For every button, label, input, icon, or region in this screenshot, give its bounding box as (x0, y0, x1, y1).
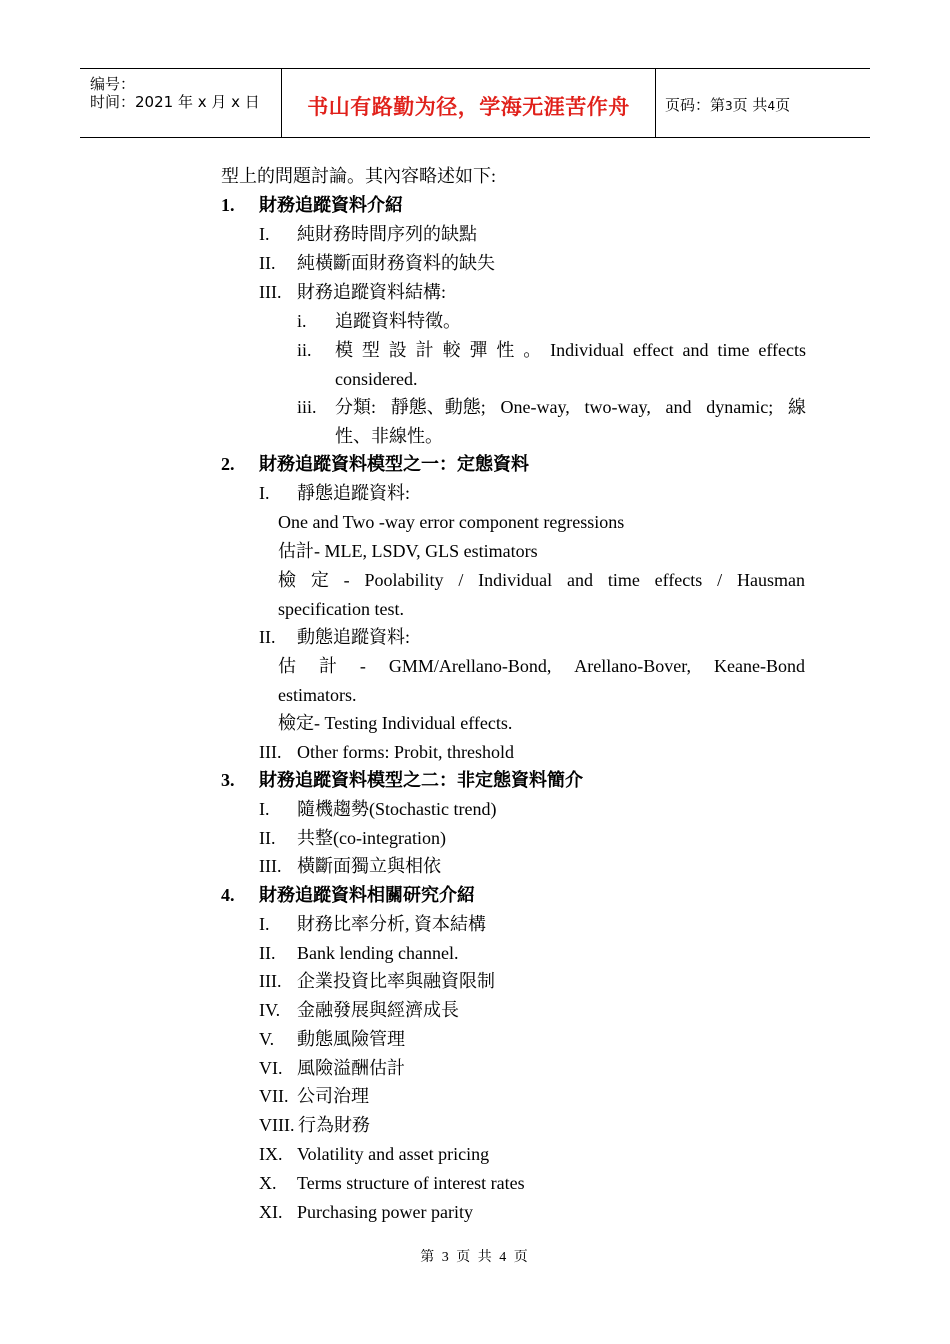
s3-item-1-marker: I. (259, 799, 270, 819)
s2-item-1-line-4: specification test. (278, 599, 404, 619)
s2-item-2: 動態追蹤資料: (297, 627, 411, 647)
word: / (458, 570, 464, 590)
word: 設 (388, 340, 407, 360)
section-4-number: 4. (221, 885, 235, 905)
s1-item-2-marker: II. (259, 253, 276, 273)
header-page-cell (655, 69, 870, 137)
word: two-way, (584, 397, 651, 417)
word: effects (758, 340, 806, 360)
section-2-title: 財務追蹤資料模型之一：定態資料 (259, 454, 529, 474)
section-3-title: 財務追蹤資料模型之二：非定態資料簡介 (259, 770, 583, 790)
s4-item: Terms structure of interest rates (297, 1173, 525, 1193)
s4-item-marker: VI. (259, 1058, 283, 1078)
section-1-title: 財務追蹤資料介紹 (259, 195, 403, 215)
s4-item-marker: VIII. (259, 1115, 295, 1135)
s4-item: 金融發展與經濟成長 (297, 1000, 459, 1020)
s2-item-2-line-3: 檢定- Testing Individual effects. (278, 713, 513, 733)
document-header (80, 68, 870, 138)
s4-item-marker: XI. (259, 1202, 283, 1222)
page-label-pre: 页码：第 (665, 96, 726, 114)
header-page-info (665, 94, 790, 115)
s4-item-marker: IX. (259, 1144, 283, 1164)
word: and (567, 570, 593, 590)
s4-item: 財務比率分析, 資本結構 (297, 914, 486, 934)
s4-item: 動態風險管理 (297, 1029, 405, 1049)
page-label-mid: 页 共 (732, 96, 768, 114)
section-3-number: 3. (221, 770, 235, 790)
s2-item-1: 靜態追蹤資料: (297, 483, 411, 503)
word: time (607, 570, 640, 590)
s1-item-1-marker: I. (259, 224, 270, 244)
s1-item-3: 財務追蹤資料結構: (297, 282, 447, 302)
s2-item-1-marker: I. (259, 483, 270, 503)
s4-item: Purchasing power parity (297, 1202, 473, 1222)
word: - (343, 570, 350, 590)
word: / (717, 570, 723, 590)
word: Poolability (364, 570, 444, 590)
s1-item-3-marker: III. (259, 282, 282, 302)
s3-item-2-marker: II. (259, 828, 276, 848)
word: Hausman (736, 570, 805, 590)
word: 計 (318, 656, 337, 676)
header-motto: 书山有路勤为径，学海无涯苦作舟 (307, 95, 630, 119)
word: 靜態、動態; (390, 397, 486, 417)
word: 檢 (278, 570, 296, 590)
s4-item: Bank lending channel. (297, 943, 459, 963)
s1-sub-c-line-1 (335, 396, 806, 418)
s1-sub-c-line-2: 性、非線性。 (335, 426, 443, 446)
s3-item-3-marker: III. (259, 856, 282, 876)
s1-sub-b-line-1 (335, 339, 806, 361)
s4-item: 企業投資比率與融資限制 (297, 971, 495, 991)
word: effects (654, 570, 703, 590)
word: time (717, 340, 750, 360)
word: effect (633, 340, 674, 360)
word: 定 (310, 570, 329, 590)
s2-item-2-line-2: estimators. (278, 685, 357, 705)
word: and (665, 397, 692, 417)
s1-sub-a: 追蹤資料特徵。 (335, 311, 461, 331)
word: Arellano-Bover, (574, 656, 692, 676)
s4-item-marker: III. (259, 971, 282, 991)
s2-item-2-marker: II. (259, 627, 276, 647)
word: 模 (335, 340, 353, 360)
s3-item-2: 共整(co-integration) (297, 828, 446, 848)
word: Keane-Bond (714, 656, 805, 676)
word: 型 (361, 340, 380, 360)
s4-item-marker: X. (259, 1173, 277, 1193)
word: and (682, 340, 709, 360)
word: 分類: (335, 397, 377, 417)
document-time-label: 时间：2021 年 x 月 x 日 (90, 93, 260, 111)
page-footer: 第 3 页 共 4 页 (420, 1250, 530, 1265)
page-label-post: 页 (775, 96, 791, 114)
word: 。 (523, 340, 542, 360)
word: dynamic; (706, 397, 774, 417)
word: GMM/Arellano-Bond, (388, 656, 552, 676)
s1-sub-b-marker: ii. (297, 340, 312, 360)
word: 估 (278, 656, 296, 676)
s2-item-1-line-1: One and Two -way error component regressions (278, 512, 625, 532)
header-meta-cell (80, 69, 281, 137)
word: 計 (415, 340, 434, 360)
document-number-label: 编号： (90, 75, 136, 93)
s4-item: 行為財務 (298, 1115, 370, 1135)
s4-item: 風險溢酬估計 (297, 1058, 405, 1078)
s2-item-2-line-1 (278, 655, 805, 677)
s4-item-marker: I. (259, 914, 270, 934)
s1-item-1: 純財務時間序列的缺點 (297, 224, 477, 244)
intro-text: 型上的問題討論。其內容略述如下: (221, 166, 496, 186)
s2-item-1-line-2: 估計- MLE, LSDV, GLS estimators (278, 541, 538, 561)
word: Individual (550, 340, 625, 360)
s4-item-marker: IV. (259, 1000, 281, 1020)
s4-item: 公司治理 (297, 1086, 369, 1106)
section-2-number: 2. (221, 454, 235, 474)
page-current: 3 (725, 99, 733, 113)
header-motto-cell (281, 69, 656, 137)
s2-item-3: Other forms: Probit, threshold (297, 742, 514, 762)
s2-item-1-line-3 (278, 569, 805, 591)
s1-sub-a-marker: i. (297, 311, 307, 331)
word: Individual (478, 570, 553, 590)
word: 較 (442, 340, 461, 360)
word: - (359, 656, 366, 676)
section-1-number: 1. (221, 195, 235, 215)
s4-item-marker: II. (259, 943, 276, 963)
word: 彈 (469, 340, 488, 360)
section-4-title: 財務追蹤資料相關研究介紹 (259, 885, 475, 905)
s4-item: Volatility and asset pricing (297, 1144, 490, 1164)
page-total: 4 (767, 99, 776, 113)
s2-item-3-marker: III. (259, 742, 282, 762)
word: 性 (496, 340, 515, 360)
s1-sub-c-marker: iii. (297, 397, 317, 417)
word: 線 (787, 397, 806, 417)
s1-sub-b-line-2: considered. (335, 369, 418, 389)
s1-item-2: 純橫斷面財務資料的缺失 (297, 253, 495, 273)
s4-item-marker: VII. (259, 1086, 289, 1106)
s4-item-marker: V. (259, 1029, 275, 1049)
s3-item-3: 橫斷面獨立與相依 (297, 856, 441, 876)
word: One-way, (500, 397, 570, 417)
s3-item-1: 隨機趨勢(Stochastic trend) (297, 799, 497, 819)
